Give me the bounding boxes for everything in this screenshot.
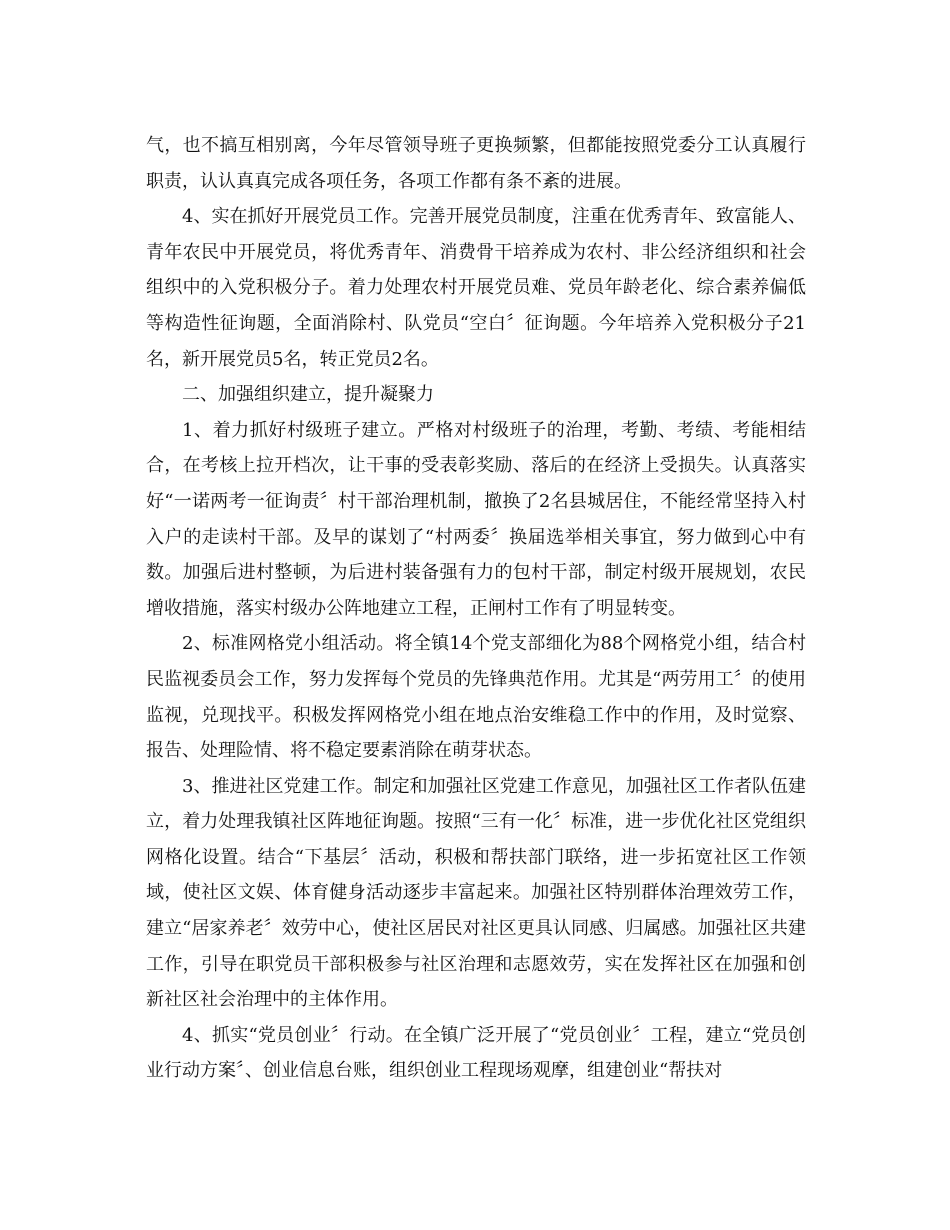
paragraph-community-party-building: 3、推进社区党建工作。制定和加强社区党建工作意见，加强社区工作者队伍建立，着力处理我镇社区阵地征询题。按照“三有一化〞标准，进一步优化社区党组织网格化设置。结合“下基层〞活动，积极和帮扶部门联络，进一步拓宽社区工作领域，使社区文娱、体育健身活动逐步丰富起来。加强社区特别群体治理效劳工作，建立“居家养老〞效劳中心，使社区居民对社区更具认同感、归属感。加强社区共建工作，引导在职党员干部积极参与社区治理和志愿效劳，实在发挥社区在加强和创新社区社会治理中的主体作用。 — [146, 775, 806, 1011]
section-heading: 二、加强组织建立，提升凝聚力 — [182, 384, 434, 406]
paragraph-continuation: 气，也不搞互相别离，今年尽管领导班子更换频繁，但都能按照党委分工认真履行职责，认认真真完成各项任务，各项工作都有条不紊的进展。 — [146, 135, 806, 192]
paragraph-party-member-entrepreneurship: 4、抓实“党员创业〞行动。在全镇广泛开展了“党员创业〞工程，建立“党员创业行动方案〞、创业信息台账，组织创业工程现场观摩，组建创业“帮扶对 — [146, 1024, 806, 1082]
paragraph-grid-party-groups: 2、标准网格党小组活动。将全镇14个党支部细化为88个网格党小组，结合村民监视委员会工作，努力发挥每个党员的先锋典范作用。尤其是“两劳用工〞的使用监视，兑现找平。积极发挥网格党小组在地点治安维稳工作中的作用，及时觉察、报告、处理险情、将不稳定要素消除在萌芽状态。 — [146, 633, 806, 762]
paragraph-party-member-development: 4、实在抓好开展党员工作。完善开展党员制度，注重在优秀青年、致富能人、青年农民中开展党员，将优秀青年、消费骨干培养成为农村、非公经济组织和社会组织中的入党积极分子。着力处理农村开展党员难、党员年龄老化、综合素养偏低等构造性征询题，全面消除村、队党员“空白〞征询题。今年培养入党积极分子21名，新开展党员5名，转正党员2名。 — [146, 206, 806, 370]
paragraph-village-team-building: 1、着力抓好村级班子建立。严格对村级班子的治理，考勤、考绩、考能相结合，在考核上拉开档次，让干事的受表彰奖励、落后的在经济上受损失。认真落实好“一诺两考一征询责〞村干部治理机制，撤换了2名县城居住，不能经常坚持入村入户的走读村干部。及早的谋划了“村两委〞换届选举相关事宜，努力做到心中有数。加强后进村整顿，为后进村装备强有力的包村干部，制定村级开展规划，农民增收措施，落实村级办公阵地建立工程，正闸村工作有了明显转变。 — [146, 419, 806, 619]
document-body — [146, 128, 806, 1089]
